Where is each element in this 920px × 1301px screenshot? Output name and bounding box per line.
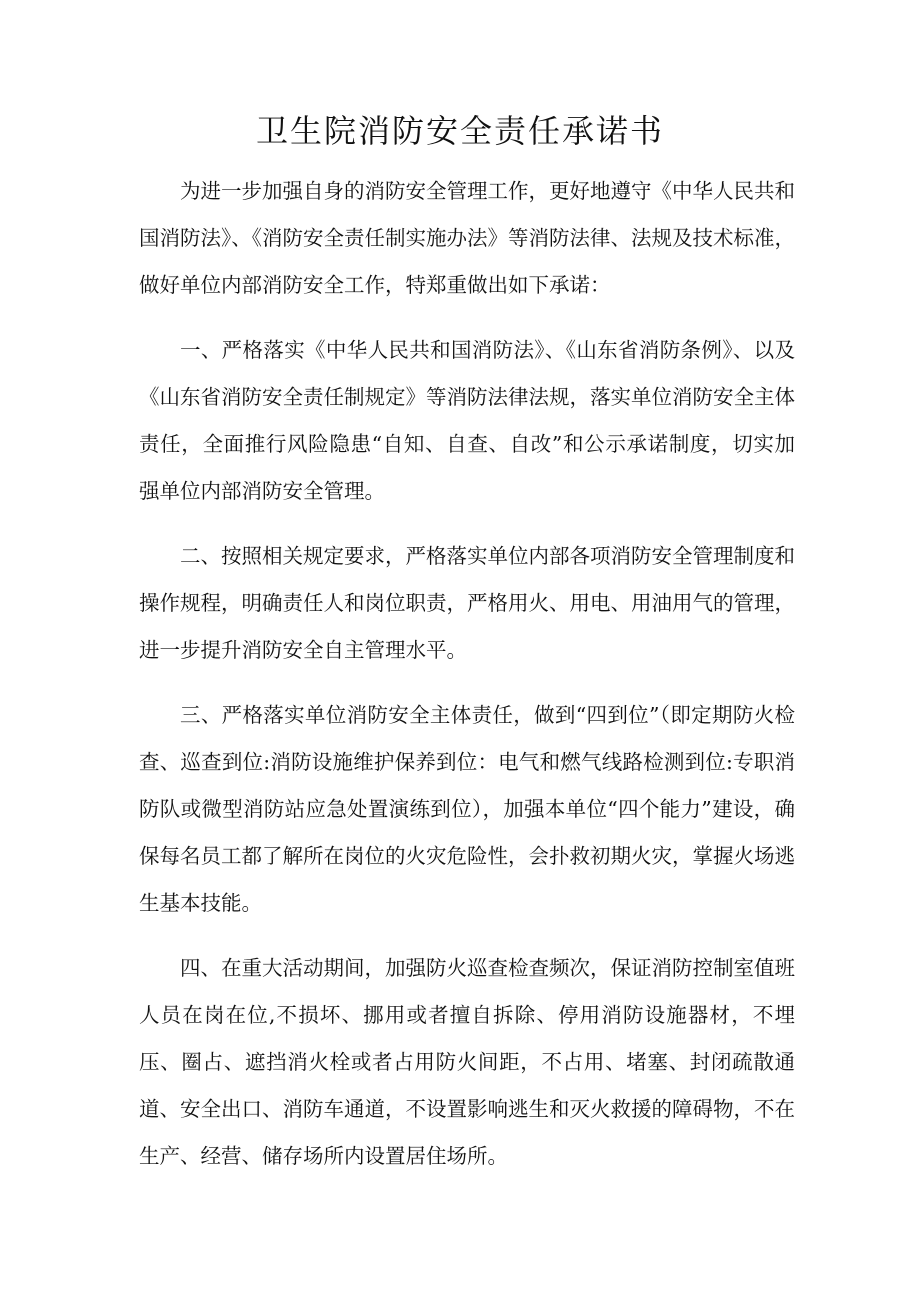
commitment-paragraph-2: 二、按照相关规定要求，严格落实单位内部各项消防安全管理制度和操作规程，明确责任人和岗位职责，严格用火、用电、用油用气的管理，进一步提升消防安全自主管理水平。: [139, 544, 795, 662]
commitment-paragraph-3: 三、严格落实单位消防安全主体责任，做到“四到位”（即定期防火检查、巡查到位:消防设施维护保养到位：电气和燃气线路检测到位:专职消防队或微型消防站应急处置演练到位），加强本单位“四个能力”建设，确保每名员工都了解所在岗位的火灾危险性，会扑救初期火灾，掌握火场逃生基本技能。: [139, 703, 795, 915]
document-title: 卫生院消防安全责任承诺书: [255, 112, 664, 150]
commitment-paragraph-1: 一、严格落实《中华人民共和国消防法》、《山东省消防条例》、以及《山东省消防安全责任制规定》等消防法律法规，落实单位消防安全主体责任，全面推行风险隐患“自知、自查、自改”和公示承诺制度，切实加强单位内部消防安全管理。: [139, 338, 795, 503]
intro-paragraph: 为进一步加强自身的消防安全管理工作，更好地遵守《中华人民共和国消防法》、《消防安全责任制实施办法》等消防法律、法规及技术标准，做好单位内部消防安全工作，特郑重做出如下承诺：: [139, 179, 795, 297]
document-body: [139, 168, 795, 1198]
commitment-paragraph-4: 四、在重大活动期间，加强防火巡查检查频次，保证消防控制室值班人员在岗在位,不损坏、挪用或者擅自拆除、停用消防设施器材，不埋压、圈占、遮挡消火栓或者占用防火间距，不占用、堵塞、封闭疏散通道、安全出口、消防车通道，不设置影响逃生和灭火救援的障碍物，不在生产、经营、储存场所内设置居住场所。: [139, 956, 795, 1168]
